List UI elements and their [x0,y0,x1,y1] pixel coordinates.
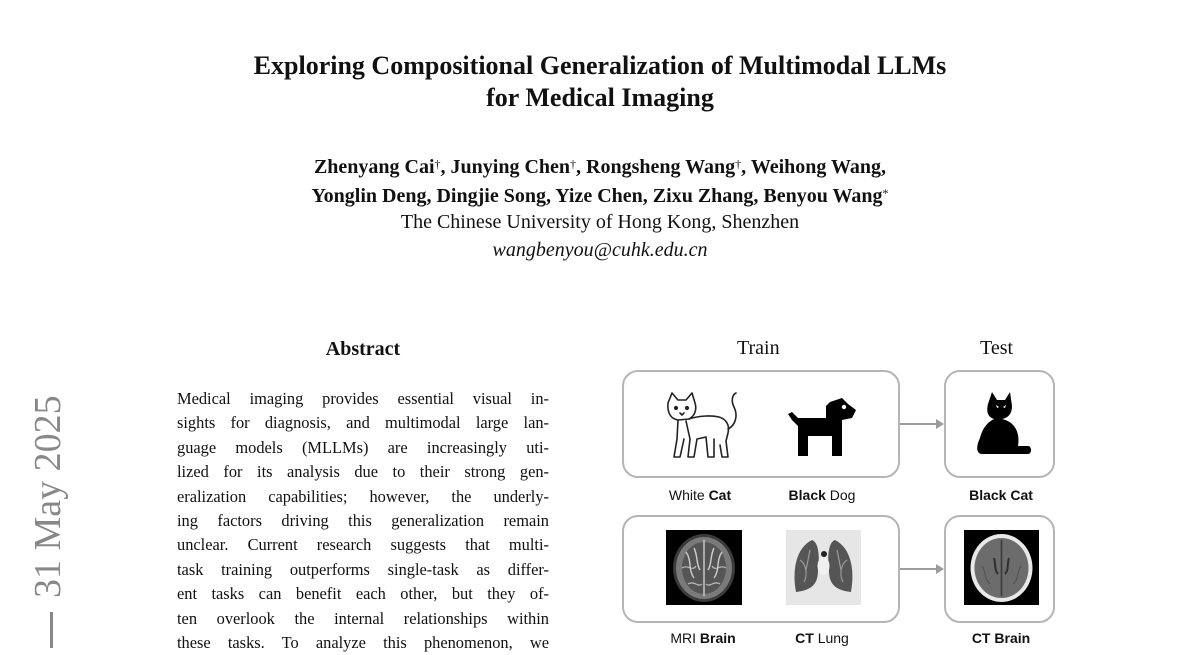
ct-lung-scan [786,530,861,605]
black-cat-icon [972,390,1032,460]
contact-email: wangbenyou@cuhk.edu.cn [492,239,708,261]
white-cat-icon [664,389,742,463]
caption-attr: CT [795,630,814,646]
author-separator: , [741,156,751,178]
abstract-line: ing factors driving this generalization remain [177,510,549,530]
caption-black-dog [789,487,856,503]
abstract-line: these tasks. To analyze this phenomenon, we [177,632,549,652]
title-line-1: Exploring Compositional Generalization of Multimodal LLMs [253,51,947,80]
caption-mri-brain [670,630,735,646]
author-name: Rongsheng Wang [586,156,736,178]
mri-brain-scan [666,530,742,605]
abstract-line: eralization capabilities; however, the underly- [177,486,549,506]
author-name: Junying Chen [450,156,571,178]
author-name: Zixu Zhang [652,185,754,207]
author-mark: † [570,157,577,171]
affiliation: The Chinese University of Hong Kong, Shenzhen [400,211,800,233]
arxiv-bar [50,612,53,648]
author-separator: , [576,156,587,178]
caption-obj: Cat [1010,487,1033,503]
author-name: Weihong Wang [750,156,882,178]
abstract-line: unclear. Current research suggests that multi- [177,535,549,555]
author-name: Benyou Wang [763,185,883,207]
abstract-line: Medical imaging provides essential visual in- [177,389,549,408]
caption-attr: White [668,487,705,503]
paper-title [0,50,1200,114]
caption-attr: Black [969,487,1007,503]
arxiv-date-stamp [26,395,70,648]
caption-attr: Black [788,487,826,503]
author-list [0,153,1200,211]
ct-brain-scan [964,530,1039,605]
caption-ct-lung [795,630,849,646]
author-separator: , [881,156,887,178]
authors-line-2 [0,182,1200,211]
author-name: Zhenyang Cai [313,156,435,178]
author-separator: , [753,185,764,207]
author-separator: , [545,185,556,207]
abstract-body [177,387,549,655]
caption-attr: CT [971,630,991,646]
abstract-line: guage models (MLLMs) are increasingly uti- [177,437,549,457]
caption-obj: Lung [817,630,849,646]
author-separator: , [440,156,451,178]
abstract-line: sights for diagnosis, and multimodal large lan- [177,413,549,433]
author-separator: , [642,185,653,207]
caption-black-cat [969,487,1033,503]
caption-obj: Brain [994,630,1031,646]
author-separator: , [426,185,437,207]
abstract-heading: Abstract [325,338,401,360]
title-line-2: for Medical Imaging [486,83,714,112]
figure-test-label: Test [980,337,1014,359]
abstract-line: ent tasks can benefit each other, but they of- [177,584,549,604]
author-name: Dingjie Song [436,185,546,207]
author-mark: * [882,186,889,200]
caption-obj: Dog [829,487,856,503]
caption-obj: Brain [699,630,736,646]
caption-obj: Cat [708,487,732,503]
caption-ct-brain [972,630,1030,646]
author-mark: † [735,157,742,171]
abstract-line: ten overlook the internal relationships within [177,608,549,628]
figure-train-label: Train [737,337,780,359]
arxiv-date: 31 May 2025 [27,395,69,598]
author-name: Yonglin Deng [311,185,427,207]
authors-line-1 [0,153,1200,182]
black-dog-icon [786,392,858,462]
author-mark: † [434,157,441,171]
caption-white-cat [669,487,731,503]
arrow-row1-icon [900,415,946,433]
abstract-line: task training outperforms single-task as differ- [177,559,549,579]
author-name: Yize Chen [555,185,643,207]
caption-attr: MRI [670,630,696,646]
abstract-line: lized for its analysis due to their strong gen- [177,462,549,482]
arrow-row2-icon [900,560,946,578]
